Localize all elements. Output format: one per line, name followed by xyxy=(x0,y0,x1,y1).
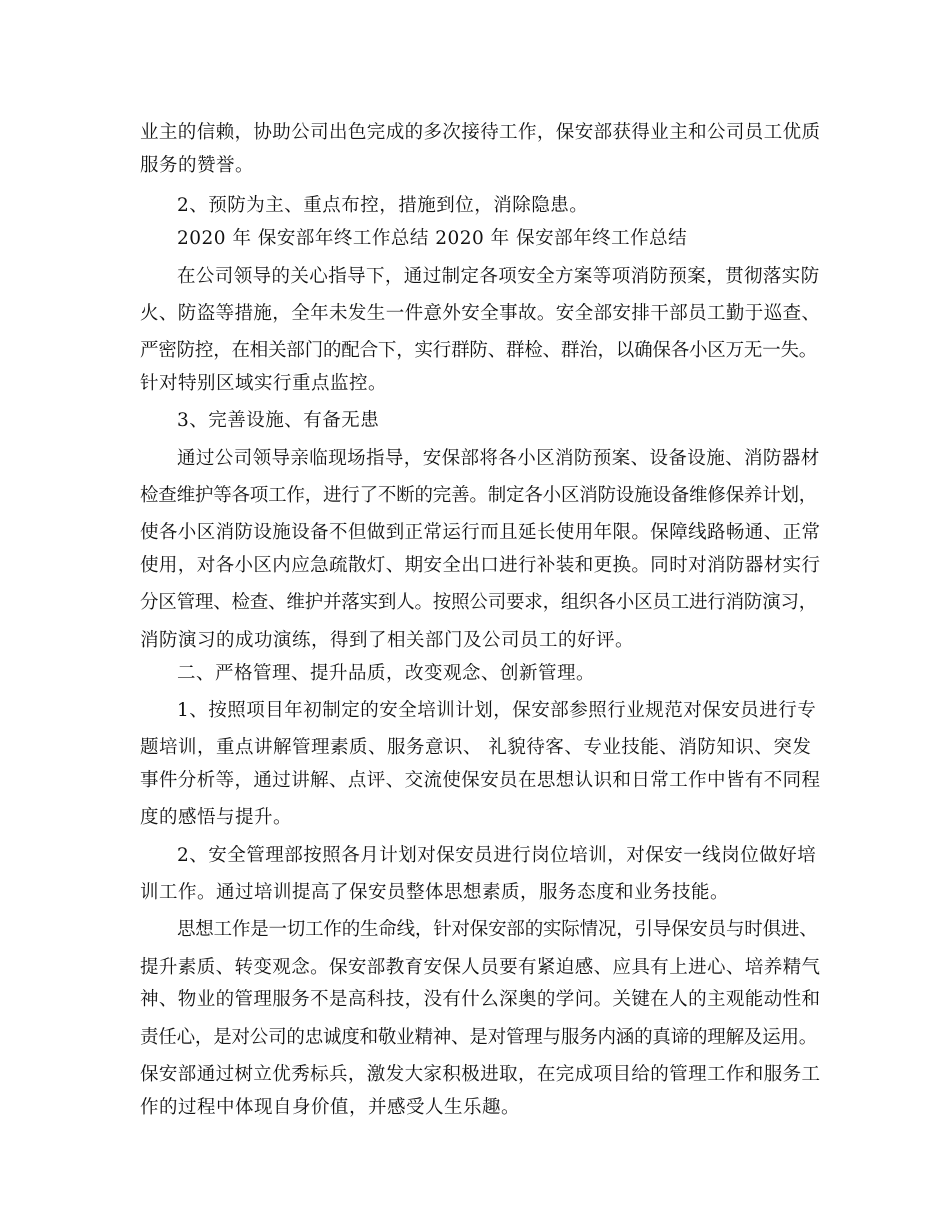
text-line: 题培训，重点讲解管理素质、服务意识、 礼貌待客、专业技能、消防知识、突发 xyxy=(140,737,812,758)
text-line: 严密防控，在相关部门的配合下，实行群防、群检、群治，以确保各小区万无一失。 xyxy=(140,340,818,361)
text-line: 提升素质、转变观念。保安部教育安保人员要有紧迫感、应具有上进心、培养精气 xyxy=(140,957,821,978)
text-line: 3、完善设施、有备无患 xyxy=(177,410,380,431)
text-line: 针对特别区域实行重点监控。 xyxy=(140,373,388,394)
text-line: 度的感悟与提升。 xyxy=(140,807,293,828)
text-line: 火、防盗等措施，全年未发生一件意外安全事故。安全部安排干部员工勤于巡查、 xyxy=(140,303,821,324)
text-line: 2、安全管理部按照各月计划对保安员进行岗位培训，对保安一线岗位做好培 xyxy=(177,845,817,866)
text-line: 责任心，是对公司的忠诚度和敬业精神、是对管理与服务内涵的真谛的理解及运用。 xyxy=(140,1027,818,1048)
text-line: 使各小区消防设施设备不但做到正常运行而且延长使用年限。保障线路畅通、正常 xyxy=(140,522,821,543)
text-line: 作的过程中体现自身价值，并感受人生乐趣。 xyxy=(140,1097,521,1118)
text-line: 在公司领导的关心指导下，通过制定各项安全方案等项消防预案，贯彻落实防 xyxy=(177,266,820,287)
text-line: 思想工作是一切工作的生命线，针对保安部的实际情况，引导保安员与时俱进、 xyxy=(177,919,818,940)
text-line: 2、预防为主、重点布控，措施到位，消除隐患。 xyxy=(177,195,589,216)
text-line: 保安部通过树立优秀标兵，激发大家积极进取，在完成项目给的管理工作和服务工 xyxy=(140,1064,821,1085)
text-line: 服务的赞誉。 xyxy=(140,155,255,176)
text-line: 事件分析等，通过讲解、点评、交流使保安员在思想认识和日常工作中皆有不同程 xyxy=(140,770,821,791)
text-line: 2020 年 保安部年终工作总结 2020 年 保安部年终工作总结 xyxy=(177,228,688,249)
text-line: 二、严格管理、提升品质，改变观念、创新管理。 xyxy=(177,663,596,684)
text-line: 分区管理、检查、维护并落实到人。按照公司要求，组织各小区员工进行消防演习， xyxy=(140,592,818,613)
text-line: 使用，对各小区内应急疏散灯、期安全出口进行补装和更换。同时对消防器材实行 xyxy=(140,555,821,576)
text-line: 1、按照项目年初制定的安全培训计划，保安部参照行业规范对保安员进行专 xyxy=(177,700,817,721)
text-line: 通过公司领导亲临现场指导，安保部将各小区消防预案、设备设施、消防器材 xyxy=(177,448,820,469)
text-line: 神、物业的管理服务不是高科技，没有什么深奥的学问。关键在人的主观能动性和 xyxy=(140,989,821,1010)
text-line: 业主的信赖，协助公司出色完成的多次接待工作，保安部获得业主和公司员工优质 xyxy=(140,122,821,143)
text-line: 消防演习的成功演练，得到了相关部门及公司员工的好评。 xyxy=(140,630,635,651)
text-line: 检查维护等各项工作，进行了不断的完善。制定各小区消防设施设备维修保养计划， xyxy=(140,485,818,506)
text-line: 训工作。通过培训提高了保安员整体思想素质，服务态度和业务技能。 xyxy=(140,882,730,903)
